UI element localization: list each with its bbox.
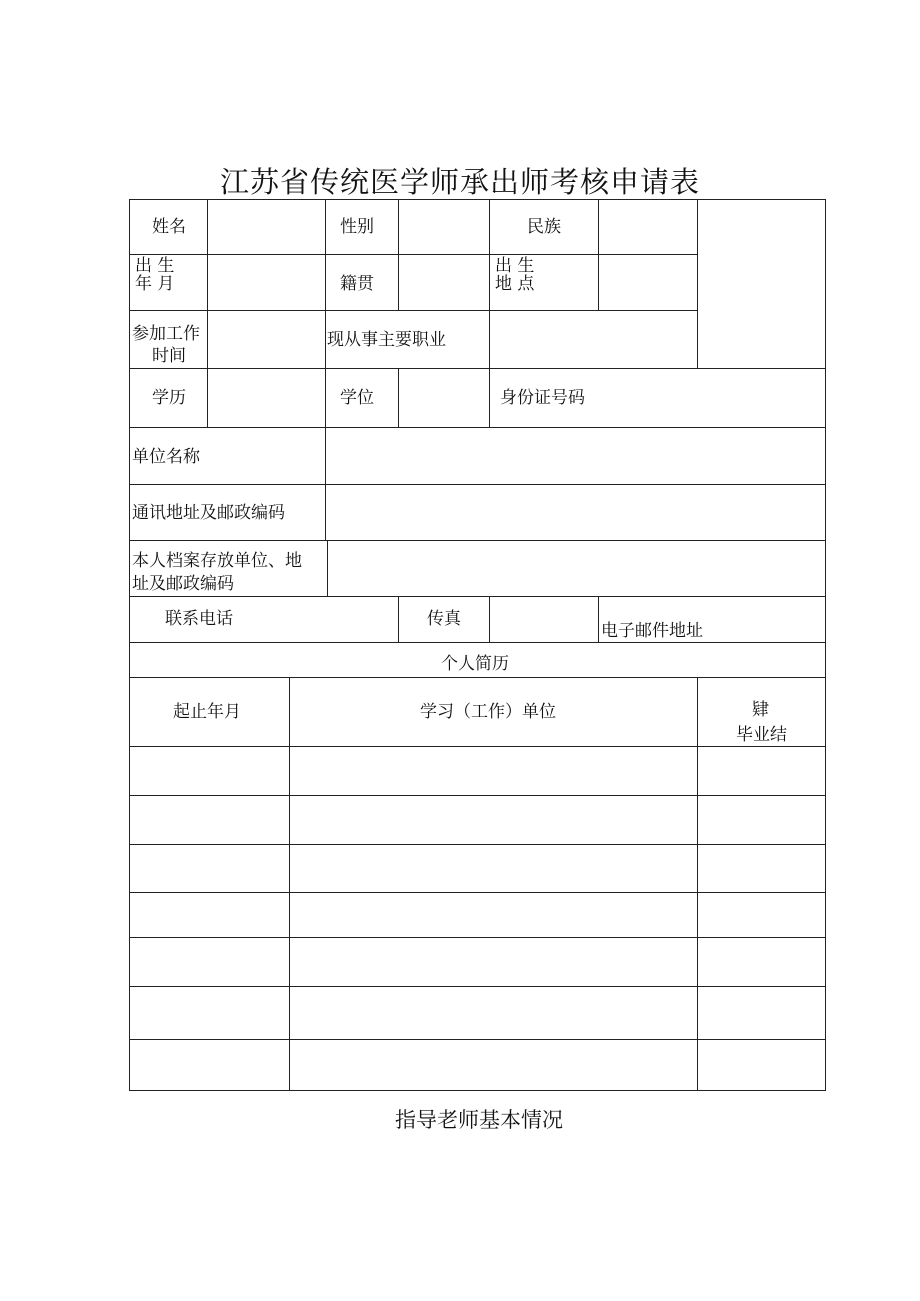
label-birth-place-line2: 地 点 (495, 274, 535, 294)
mail-address-field[interactable] (326, 485, 825, 540)
grid-line (129, 596, 826, 597)
resume-col-status-line2: 毕业结 (736, 725, 787, 745)
label-mail-address: 通讯地址及邮政编码 (132, 503, 285, 523)
resume-col-status-line1: 肄 (752, 700, 769, 720)
label-work-start-line2: 时间 (152, 346, 186, 366)
label-ethnicity: 民族 (527, 217, 561, 237)
name-field[interactable] (208, 200, 325, 254)
grid-line (129, 1090, 826, 1091)
birth-date-field[interactable] (208, 255, 325, 310)
label-phone: 联系电话 (165, 609, 233, 629)
label-current-occupation: 现从事主要职业 (327, 330, 446, 350)
table-row[interactable] (130, 893, 825, 937)
employer-field[interactable] (326, 428, 825, 484)
label-archive-line1: 本人档案存放单位、地 (132, 551, 302, 571)
label-work-start-line1: 参加工作 (132, 324, 200, 344)
label-id-number: 身份证号码 (500, 388, 585, 408)
label-name: 姓名 (152, 217, 186, 237)
table-row[interactable] (130, 796, 825, 844)
table-row[interactable] (130, 938, 825, 986)
label-birth-place-line1: 出 生 (495, 256, 535, 276)
grid-line (598, 596, 599, 642)
work-start-field[interactable] (208, 311, 325, 368)
fax-field[interactable] (490, 597, 598, 642)
photo-box[interactable] (698, 200, 825, 368)
table-row[interactable] (130, 845, 825, 892)
table-row[interactable] (130, 1040, 825, 1090)
resume-col-period: 起止年月 (173, 702, 241, 722)
label-degree: 学位 (340, 388, 374, 408)
label-birth-date-line2: 年 月 (135, 274, 175, 294)
label-archive-line2: 址及邮政编码 (132, 574, 234, 594)
gender-field[interactable] (399, 200, 489, 254)
degree-field[interactable] (399, 369, 489, 427)
grid-line (129, 642, 826, 643)
education-field[interactable] (208, 369, 325, 427)
resume-heading: 个人简历 (441, 654, 509, 674)
label-email: 电子邮件地址 (601, 621, 703, 641)
label-fax: 传真 (427, 609, 461, 629)
label-education: 学历 (152, 388, 186, 408)
label-employer: 单位名称 (132, 447, 200, 467)
section-title-mentor: 指导老师基本情况 (395, 1108, 563, 1132)
native-place-field[interactable] (399, 255, 489, 310)
grid-line (825, 199, 826, 1091)
label-gender: 性别 (340, 217, 374, 237)
ethnicity-field[interactable] (599, 200, 697, 254)
label-native-place: 籍贯 (340, 274, 374, 294)
current-occupation-field[interactable] (490, 311, 697, 368)
birth-place-field[interactable] (599, 255, 697, 310)
archive-field[interactable] (328, 541, 825, 596)
label-birth-date-line1: 出 生 (135, 256, 175, 276)
grid-line (129, 677, 826, 678)
form-title: 江苏省传统医学师承出师考核申请表 (219, 165, 700, 199)
grid-line (398, 596, 399, 642)
table-row[interactable] (130, 747, 825, 795)
resume-col-unit: 学习（工作）单位 (420, 702, 556, 722)
table-row[interactable] (130, 987, 825, 1039)
